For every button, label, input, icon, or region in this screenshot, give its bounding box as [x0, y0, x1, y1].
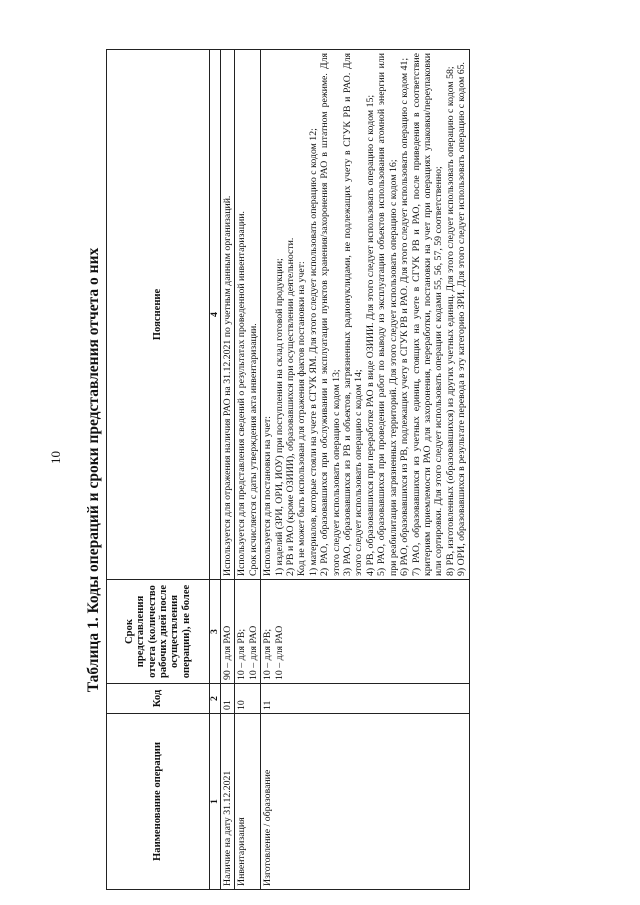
term-line: 10 – для РАО — [247, 625, 259, 680]
term-line: 10 – для РАО — [273, 625, 285, 680]
column-number: 2 — [210, 684, 221, 714]
report-term-cell — [235, 580, 261, 684]
explanation-line: 9) ОРИ, образовавшихся в результате перевода в эту категорию ЗРИ. Для этого следует использовать операцию с кодом 65. — [456, 62, 468, 576]
rotated-page-content — [82, 50, 522, 890]
explanation-cell — [235, 50, 261, 580]
table-title: Таблица 1. Коды операций и сроки представления отчета о них — [85, 247, 102, 693]
explanation-cell — [221, 50, 235, 580]
operation-name-cell: Инвентаризация — [235, 714, 261, 890]
explanation-line: 1) изделий (ЗРИ, ОРИ, ИОУ) при поступлении на склад готовой продукции; — [273, 258, 285, 576]
explanation-line: Срок исчисляется с даты утверждения акта инвентаризации. — [247, 323, 259, 576]
header-explanation: Пояснение — [107, 50, 210, 580]
explanation-line: Используется для постановки на учет: — [262, 415, 274, 576]
table-row — [261, 50, 469, 890]
explanation-cell — [261, 50, 469, 580]
operation-code-cell: 10 — [235, 684, 261, 714]
table-header-row — [107, 50, 210, 890]
explanation-line: 1) материалов, которые стояли на учете в СГУК ЯМ. Для этого следует использовать операцию с кодом 12; — [307, 128, 319, 576]
explanation-line: 8) РВ, изготовленных (образовавшихся) из других учетных единиц. Для этого следует использовать операцию с кодом 58; — [444, 66, 456, 576]
column-number: 4 — [210, 50, 221, 580]
term-line: 10 – для РВ; — [262, 628, 274, 680]
operations-table — [106, 49, 470, 890]
header-report-term: Срок представления отчета (количество рабочих дней после осуществления операции), не более — [107, 580, 210, 684]
explanation-line: Используется для отражения наличия РАО на 31.12.2021 по учетным данным организаций. — [222, 195, 233, 576]
explanation-line: 7) РАО, образовавшихся из учетных единиц, стоящих на учете в СГУК РВ и РАО, после приведения в соответствие критериям приемлемости РАО для захоронения, переработки, постановки на учет при операциях упаковки/переупаковки или сортировки. Для этого следует использовать операции с кодами 55, 56, 57, 59 соответственно; — [410, 53, 445, 576]
table-row — [235, 50, 261, 890]
page-number: 10 — [48, 451, 63, 464]
operation-code-cell: 11 — [261, 684, 469, 714]
term-line: 90 – для РАО — [222, 625, 233, 680]
explanation-line: 3) РАО, образовавшихся из РВ и объектов, загрязненных радионуклидами, не подлежащих учету в СГУК РВ и РАО. Для этого следует использовать операцию с кодом 14; — [342, 53, 365, 576]
explanation-line: Используется для представления сведений о результатах проведенной инвентаризации. — [236, 211, 248, 576]
explanation-line: 2) РАО, образовавшихся при обслуживании и эксплуатации пунктов хранения/захоронения РАО в штатном режиме. Для этого следует использовать операцию с кодом 13; — [319, 53, 342, 576]
column-number: 1 — [210, 714, 221, 890]
operation-name-cell: Наличие на дату 31.12.2021 — [221, 714, 235, 890]
explanation-line: 2) РВ и РАО (кроме ОЗИИИ), образовавшихся при осуществлении деятельности. — [285, 237, 297, 576]
explanation-line: Код не может быть использован для отражения фактов постановки на учет: — [296, 261, 308, 576]
table-row — [221, 50, 235, 890]
explanation-line: 5) РАО, образовавшихся при проведении работ по выводу из эксплуатации объектов использования атомной энергии или при реабилитации загрязненных территорий. Для этого следует использовать операцию с кодом 16; — [376, 53, 399, 576]
explanation-line: 4) РВ, образовавшихся при переработке РАО в виде ОЗИИИ. Для этого следует использовать операцию с кодом 15; — [364, 94, 376, 576]
report-term-cell — [261, 580, 469, 684]
term-line: 10 – для РВ; — [236, 628, 248, 680]
report-term-cell — [221, 580, 235, 684]
column-number-row — [210, 50, 221, 890]
header-operation-name: Наименование операции — [107, 714, 210, 890]
header-code: Код — [107, 684, 210, 714]
operation-name-cell: Изготовление / образование — [261, 714, 469, 890]
explanation-line: 6) РАО, образовавшихся из РВ, подлежащих учету в СГУК РВ и РАО. Для этого следует использовать операцию с кодом 41; — [399, 57, 411, 576]
column-number: 3 — [210, 580, 221, 684]
operation-code-cell: 01 — [221, 684, 235, 714]
